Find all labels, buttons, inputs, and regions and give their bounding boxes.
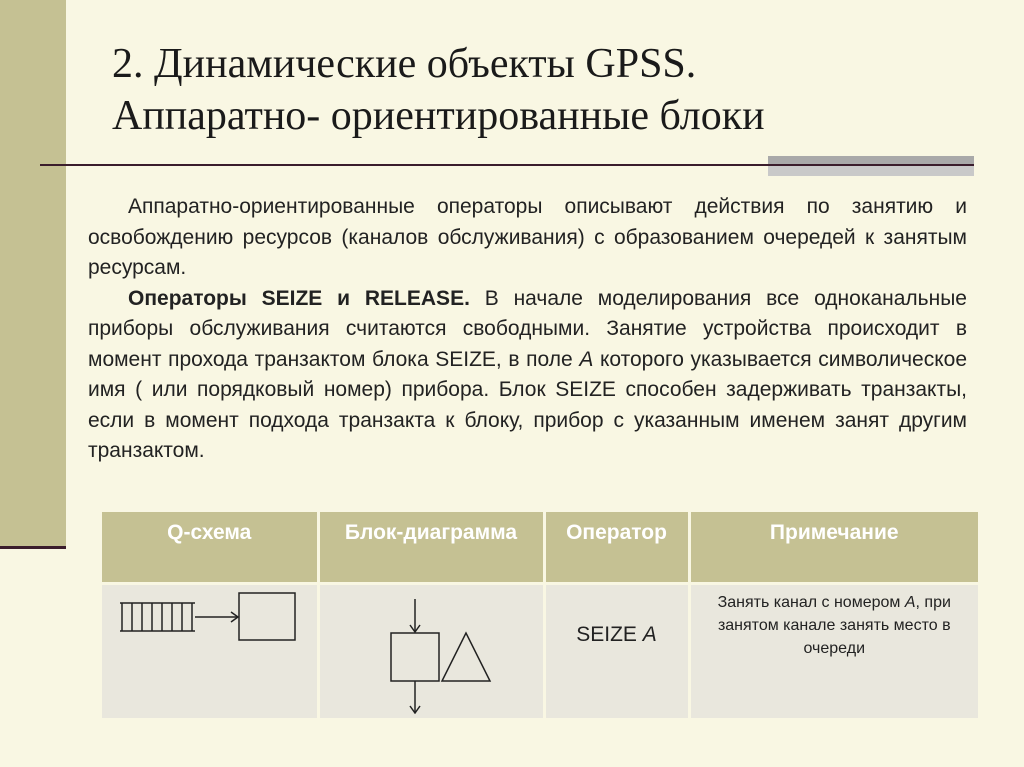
operator-keyword: SEIZE bbox=[576, 623, 643, 647]
body-text bbox=[88, 192, 967, 467]
paragraph-heading: Операторы SEIZE и RELEASE. bbox=[128, 286, 470, 310]
note-cell bbox=[689, 584, 978, 718]
paragraph-seize-release bbox=[88, 284, 967, 467]
seize-block-diagram bbox=[320, 585, 546, 714]
q-scheme-diagram bbox=[102, 585, 318, 714]
note-text-a: Занять канал с номером bbox=[717, 594, 905, 612]
title-line-2: Аппаратно- ориентированные блоки bbox=[112, 93, 765, 139]
paragraph-intro: Аппаратно-ориентированные операторы описывают действия по занятию и освобождению ресурсов (каналов обслуживания) с образованием очередей к занятым ресурсам. bbox=[88, 195, 967, 279]
block-diagram-cell bbox=[318, 584, 544, 718]
title-line-1: 2. Динамические объекты GPSS. bbox=[112, 41, 697, 87]
left-accent-bar bbox=[0, 0, 66, 548]
paragraph-text-b: которого указывается символическое имя ( или порядковый номер) прибора. Блок SEIZE способен задерживать транзакты, если в момент подхода транзакта к блоку, прибор с указанным именем занят другим транзактом. bbox=[88, 347, 967, 462]
field-var: A bbox=[579, 347, 594, 371]
table-header-row bbox=[102, 512, 978, 584]
operator-text bbox=[546, 585, 688, 647]
operator-cell bbox=[544, 584, 689, 718]
title-accent-bar bbox=[768, 156, 974, 164]
operators-table bbox=[102, 512, 978, 718]
note-var: A bbox=[904, 594, 916, 612]
header-block-diagram: Блок-диаграмма bbox=[318, 512, 544, 584]
paragraph-text-a: В начале моделирования все одноканальные приборы обслуживания считаются свободными. Занятие устройства происходит в момент прохода транзактом блока SEIZE, в поле bbox=[88, 286, 967, 371]
note-text bbox=[691, 585, 979, 660]
operator-var: A bbox=[642, 623, 657, 647]
q-scheme-cell bbox=[102, 584, 318, 718]
slide-title bbox=[112, 38, 992, 142]
header-operator: Оператор bbox=[544, 512, 689, 584]
title-accent-bar-light bbox=[768, 166, 974, 176]
table-row bbox=[102, 584, 978, 718]
header-note: Примечание bbox=[689, 512, 978, 584]
header-q-scheme: Q-схема bbox=[102, 512, 318, 584]
left-accent-rule bbox=[0, 546, 66, 549]
note-text-b: , при занятом канале занять место в очереди bbox=[717, 594, 951, 658]
